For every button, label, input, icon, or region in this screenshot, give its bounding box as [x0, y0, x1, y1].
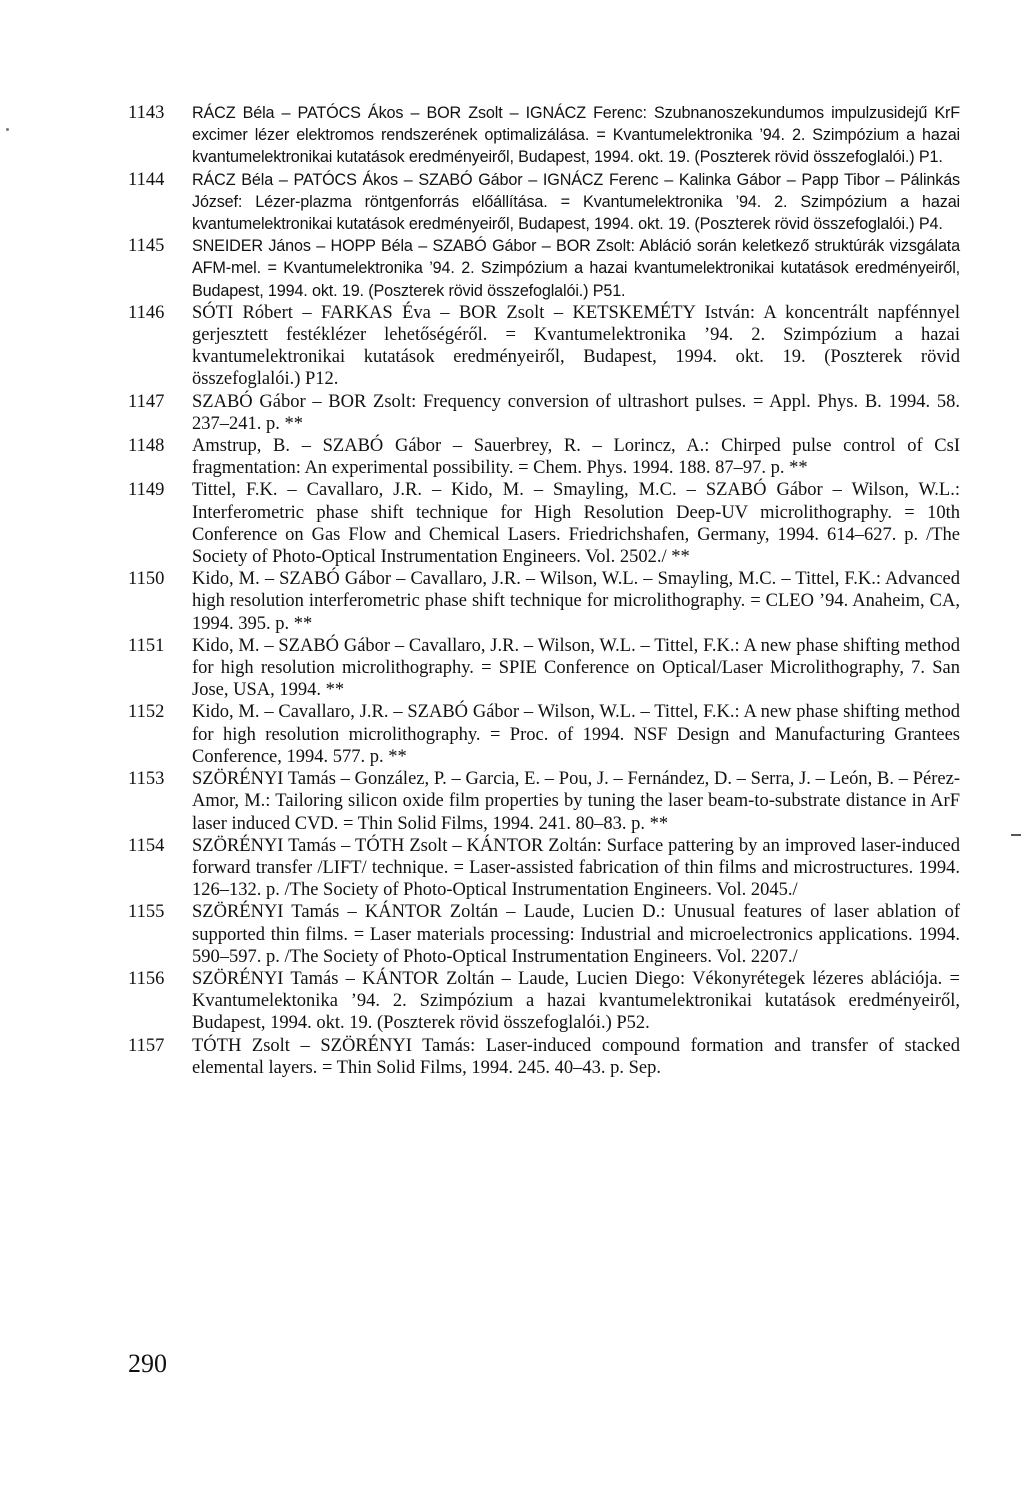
entry-text: RÁCZ Béla – PATÓCS Ákos – BOR Zsolt – IGNÁCZ Ferenc: Szubnanoszekundumos impulzusidejű KrF excimer lézer elektromos rendszerének optimalizálása. = Kvantumelektronika ’94. 2. Szimpózium a hazai kvantumelektronikai kutatások eredményeiről, Budapest, 1994. okt. 19. (Poszterek rövid összefoglalói.) P1.	[192, 104, 960, 167]
entry-text: Kido, M. – Cavallaro, J.R. – SZABÓ Gábor – Wilson, W.L. – Tittel, F.K.: A new phase shifting method for high resolution microlithography. = Proc. of 1994. NSF Design and Manufacturing Grantees Conference, 1994. 577. p. **	[192, 702, 960, 767]
entry-text: SNEIDER János – HOPP Béla – SZABÓ Gábor – BOR Zsolt: Abláció során keletkező struktúrák vizsgálata AFM-mel. = Kvantumelektronika ’94. 2. Szimpózium a hazai kvantumelektronikai kutatások eredményeiről, Budapest, 1994. okt. 19. (Poszterek rövid összefoglalói.) P51.	[192, 237, 960, 300]
page-number: 290	[128, 1349, 167, 1378]
entry-number: 1154	[128, 835, 165, 856]
bibliography-entry	[128, 235, 960, 302]
entry-text: TÓTH Zsolt – SZÖRÉNYI Tamás: Laser-induced compound formation and transfer of stacked elemental layers. = Thin Solid Films, 1994. 245. 40–43. p. Sep.	[192, 1035, 960, 1078]
bibliography-list	[128, 102, 960, 1079]
entry-text: Amstrup, B. – SZABÓ Gábor – Sauerbrey, R. – Lorincz, A.: Chirped pulse control of CsI fragmentation: An experimental possibility. = Chem. Phys. 1994. 188. 87–97. p. **	[192, 436, 960, 479]
entry-number: 1150	[128, 569, 165, 590]
entry-text: RÁCZ Béla – PATÓCS Ákos – SZABÓ Gábor – IGNÁCZ Ferenc – Kalinka Gábor – Papp Tibor – Pálinkás József: Lézer-plazma röntgenforrás előállítása. = Kvantumelektronika ’94. 2. Szimpózium a hazai kvantumelektronikai kutatások eredményeiről, Budapest, 1994. okt. 19. (Poszterek rövid összefoglalói.) P4.	[192, 170, 960, 234]
bibliography-entry	[128, 391, 960, 435]
entry-text: SZÖRÉNYI Tamás – KÁNTOR Zoltán – Laude, Lucien Diego: Vékonyrétegek lézeres ablációja. = Kvantumelektonika ’94. 2. Szimpózium a hazai kvantumelektronikai kutatások eredményeiről, Budapest, 1994. okt. 19. (Poszterek rövid összefoglalói.) P52.	[192, 968, 960, 1034]
entry-number: 1147	[128, 391, 165, 412]
bibliography-entry	[128, 835, 960, 902]
entry-text: SÓTI Róbert – FARKAS Éva – BOR Zsolt – KETSKEMÉTY István: A koncentrált napfénnyel gerjesztett festéklézer lehetőségéről. = Kvantumelektronika ’94. 2. Szimpózium a hazai kvantumelektronikai kutatások eredményeiről, Budapest, 1994. okt. 19. (Poszterek rövid összefoglalói.) P12.	[192, 302, 960, 390]
bibliography-entry	[128, 435, 960, 479]
entry-text: SZÖRÉNYI Tamás – González, P. – Garcia, E. – Pou, J. – Fernández, D. – Serra, J. – León, B. – Pérez-Amor, M.: Tailoring silicon oxide film properties by tuning the laser beam-to-substrate distance in ArF laser induced CVD. = Thin Solid Films, 1994. 241. 80–83. p. **	[192, 769, 960, 834]
scan-speck	[6, 128, 9, 131]
entry-number: 1148	[128, 436, 165, 457]
entry-text: Tittel, F.K. – Cavallaro, J.R. – Kido, M. – Smayling, M.C. – SZABÓ Gábor – Wilson, W.L.: Interferometric phase shift technique for High Resolution Deep-UV microlithography. = 10th Conference on Gas Flow and Chemical Lasers. Friedrichshafen, Germany, 1994. 614–627. p. /The Society of Photo-Optical Instrumentation Engineers. Vol. 2502./ **	[192, 480, 960, 568]
bibliography-entry	[128, 968, 960, 1035]
entry-number: 1145	[128, 236, 165, 257]
entry-number: 1155	[128, 902, 165, 923]
entry-text: Kido, M. – SZABÓ Gábor – Cavallaro, J.R. – Wilson, W.L. – Tittel, F.K.: A new phase shifting method for high resolution microlithography. = SPIE Conference on Optical/Laser Microlithography, 7. San Jose, USA, 1994. **	[192, 635, 960, 701]
entry-number: 1149	[128, 480, 165, 501]
bibliography-entry	[128, 1035, 960, 1079]
entry-number: 1146	[128, 302, 165, 323]
entry-number: 1152	[128, 702, 165, 723]
bibliography-entry	[128, 102, 960, 169]
entry-number: 1144	[128, 169, 165, 190]
bibliography-entry	[128, 302, 960, 391]
entry-text: SZÖRÉNYI Tamás – TÓTH Zsolt – KÁNTOR Zoltán: Surface pattering by an improved laser-induced forward transfer /LIFT/ technique. = Laser-assisted fabrication of thin films and microstructures. 1994. 126–132. p. /The Society of Photo-Optical Instrumentation Engineers. Vol. 2045./	[192, 835, 960, 901]
entry-number: 1153	[128, 769, 165, 790]
margin-dash-mark	[1011, 834, 1021, 836]
bibliography-entry	[128, 479, 960, 568]
bibliography-entry	[128, 701, 960, 768]
bibliography-entry	[128, 768, 960, 835]
entry-number: 1151	[128, 635, 165, 656]
entry-number: 1156	[128, 968, 165, 989]
entry-number: 1157	[128, 1035, 165, 1056]
bibliography-entry	[128, 635, 960, 702]
entry-text: SZABÓ Gábor – BOR Zsolt: Frequency conversion of ultrashort pulses. = Appl. Phys. B. 1994. 58. 237–241. p. **	[192, 391, 960, 434]
bibliography-entry	[128, 901, 960, 968]
entry-text: SZÖRÉNYI Tamás – KÁNTOR Zoltán – Laude, Lucien D.: Unusual features of laser ablation of supported thin films. = Laser materials processing: Industrial and microelectronics applications. 1994. 590–597. p. /The Society of Photo-Optical Instrumentation Engineers. Vol. 2207./	[192, 902, 960, 967]
bibliography-entry	[128, 169, 960, 236]
entry-text: Kido, M. – SZABÓ Gábor – Cavallaro, J.R. – Wilson, W.L. – Smayling, M.C. – Tittel, F.K.: Advanced high resolution interferometric phase shift technique for microlithography. = CLEO ’94. Anaheim, CA, 1994. 395. p. **	[192, 569, 960, 634]
entry-number: 1143	[128, 103, 165, 123]
bibliography-entry	[128, 568, 960, 635]
